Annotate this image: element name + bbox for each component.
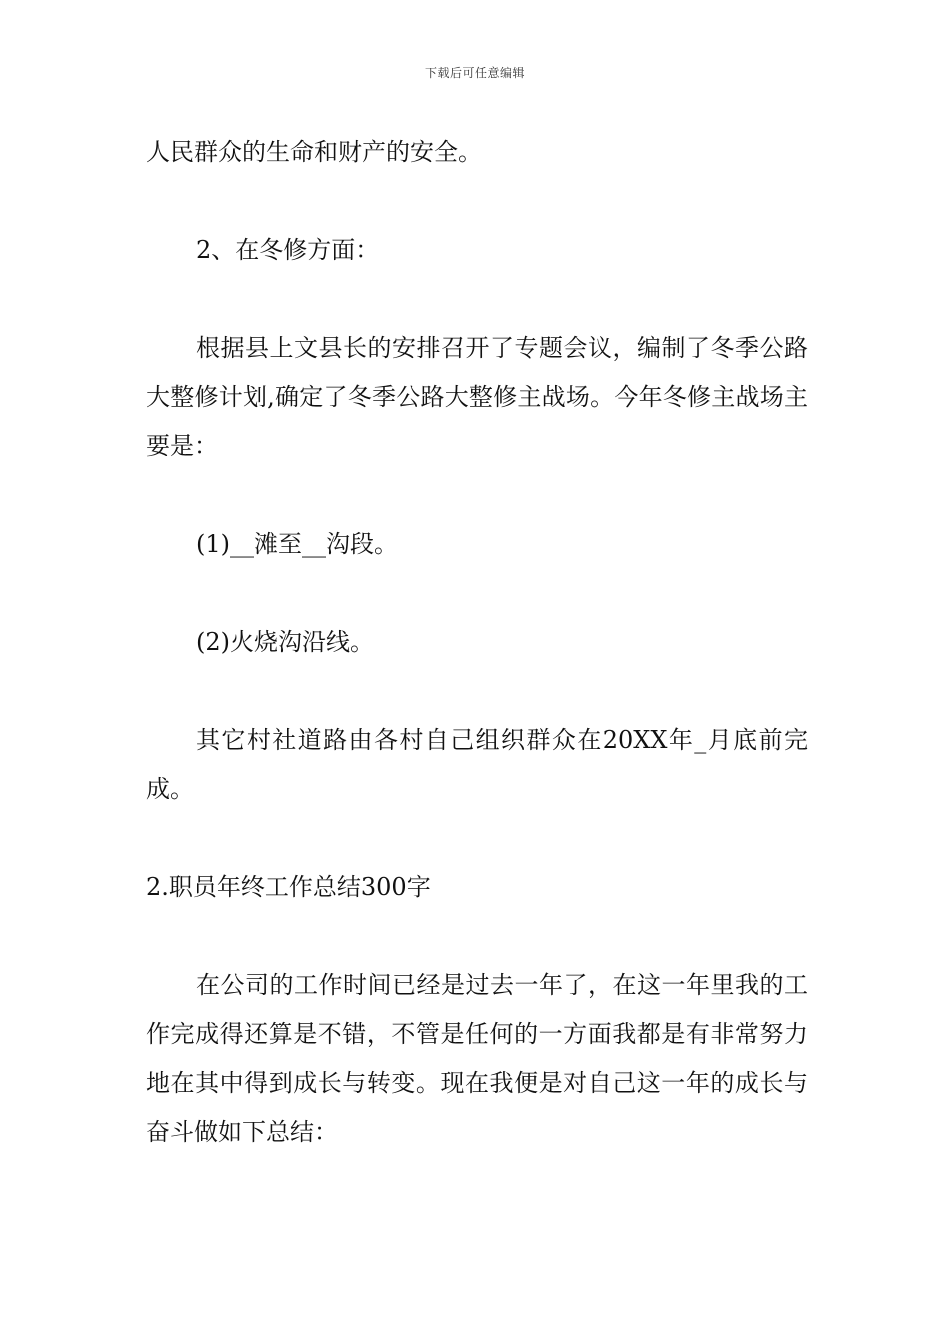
paragraph-winter-plan: 根据县上文县长的安排召开了专题会议，编制了冬季公路大整修计划,确定了冬季公路大整修主战场。今年冬修主战场主要是： [146, 334, 808, 460]
section-title-employee-summary: 2.职员年终工作总结300字 [146, 873, 431, 901]
paragraph-employee-summary: 在公司的工作时间已经是过去一年了，在这一年里我的工作完成得还算是不错，不管是任何的一方面我都是有非常努力地在其中得到成长与转变。现在我便是对自己这一年的成长与奋斗做如下总结： [146, 971, 808, 1146]
list-item-1: (1)__滩至__沟段。 [196, 530, 398, 558]
page-header: 下载后可任意编辑 [424, 66, 525, 80]
document-body [146, 128, 808, 1157]
list-item-2: (2)火烧沟沿线。 [196, 628, 374, 656]
section-heading-winter-repair: 2、在冬修方面： [196, 236, 380, 264]
paragraph-safety: 人民群众的生命和财产的安全。 [146, 138, 482, 166]
paragraph-village-roads: 其它村社道路由各村自己组织群众在20XX年_月底前完成。 [146, 726, 808, 803]
